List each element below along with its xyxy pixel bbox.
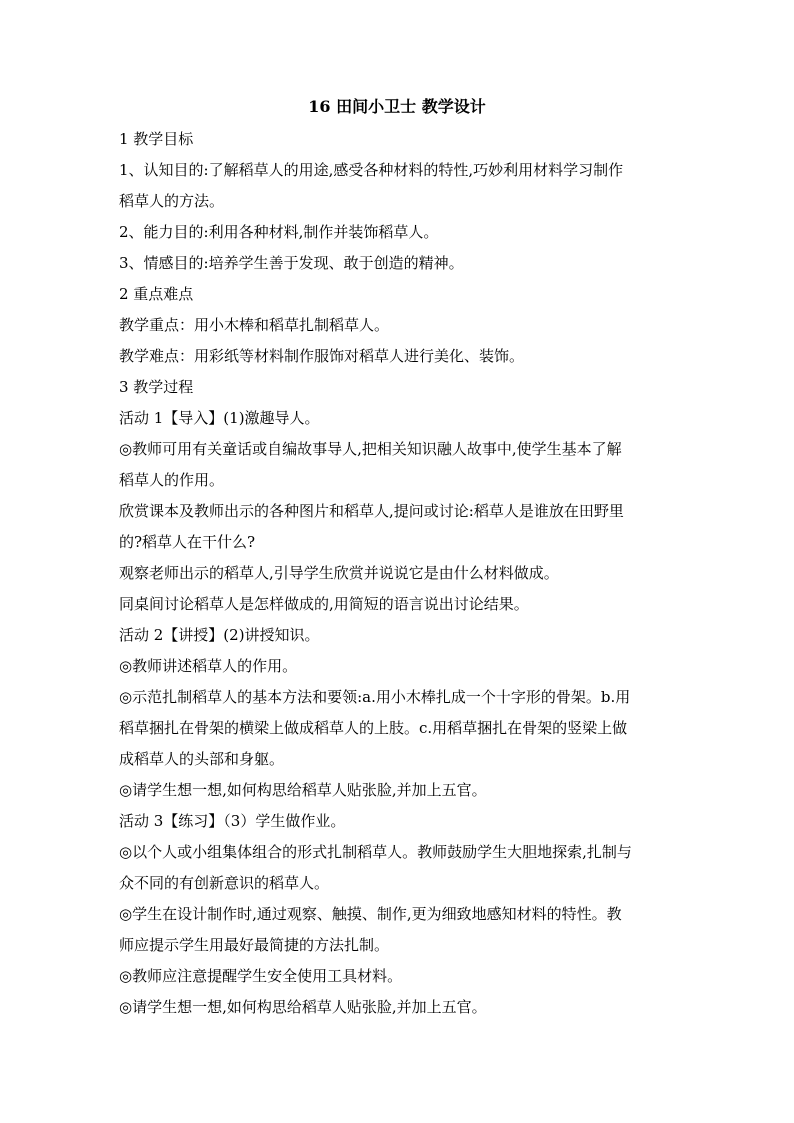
text-line: 观察老师出示的稻草人,引导学生欣赏并说说它是由什么材料做成。	[119, 564, 559, 582]
text-line: 活动 3【练习】（3）学生做作业。	[119, 812, 346, 830]
text-line: 稻草人的作用。	[119, 471, 225, 489]
text-line: ◎学生在设计制作时,通过观察、触摸、制作,更为细致地感知材料的特性。教	[119, 905, 622, 923]
text-line: ◎示范扎制稻草人的基本方法和要领:a.用小木棒扎成一个十字形的骨架。b.用	[119, 688, 631, 706]
text-line: 同桌间讨论稻草人是怎样做成的,用简短的语言说出讨论结果。	[119, 595, 529, 613]
text-line: ◎教师讲述稻草人的作用。	[119, 657, 298, 675]
text-line: ◎请学生想一想,如何构思给稻草人贴张脸,并加上五官。	[119, 781, 487, 799]
text-line: ◎以个人或小组集体组合的形式扎制稻草人。教师鼓励学生大胆地探索,扎制与	[119, 843, 632, 861]
text-line: 欣赏课本及教师出示的各种图片和稻草人,提问或讨论:稻草人是谁放在田野里	[119, 502, 624, 520]
text-line: 教学重点：用小木棒和稻草扎制稻草人。	[119, 316, 390, 334]
text-line: 3 教学过程	[119, 378, 194, 396]
text-line: 成稻草人的头部和身躯。	[119, 750, 285, 768]
document-body	[119, 124, 679, 1023]
text-line: ◎请学生想一想,如何构思给稻草人贴张脸,并加上五官。	[119, 998, 487, 1016]
text-line: 众不同的有创新意识的稻草人。	[119, 874, 330, 892]
text-line: ◎教师可用有关童话或自编故事导人,把相关知识融人故事中,使学生基本了解	[119, 440, 622, 458]
text-line: 2 重点难点	[119, 285, 194, 303]
text-line: 1、认知目的:了解稻草人的用途,感受各种材料的特性,巧妙利用材料学习制作	[119, 161, 624, 179]
text-line: 2、能力目的:利用各种材料,制作并装饰稻草人。	[119, 223, 439, 241]
text-line: 的?稻草人在干什么?	[119, 533, 256, 551]
text-line: 稻草捆扎在骨架的横梁上做成稻草人的上肢。c.用稻草捆扎在骨架的竖梁上做	[119, 719, 628, 737]
document-title: 16 田间小卫士 教学设计	[308, 97, 486, 116]
text-line: 3、情感目的:培养学生善于发现、敢于创造的精神。	[119, 254, 464, 272]
text-line: 稻草人的方法。	[119, 192, 225, 210]
text-line: 师应提示学生用最好最简捷的方法扎制。	[119, 936, 390, 954]
text-line: 1 教学目标	[119, 130, 194, 148]
text-line: 教学难点：用彩纸等材料制作服饰对稻草人进行美化、装饰。	[119, 347, 525, 365]
text-line: 活动 2【讲授】(2)讲授知识。	[119, 626, 320, 644]
text-line: 活动 1【导入】(1)激趣导人。	[119, 409, 320, 427]
text-line: ◎教师应注意提醒学生安全使用工具材料。	[119, 967, 403, 985]
